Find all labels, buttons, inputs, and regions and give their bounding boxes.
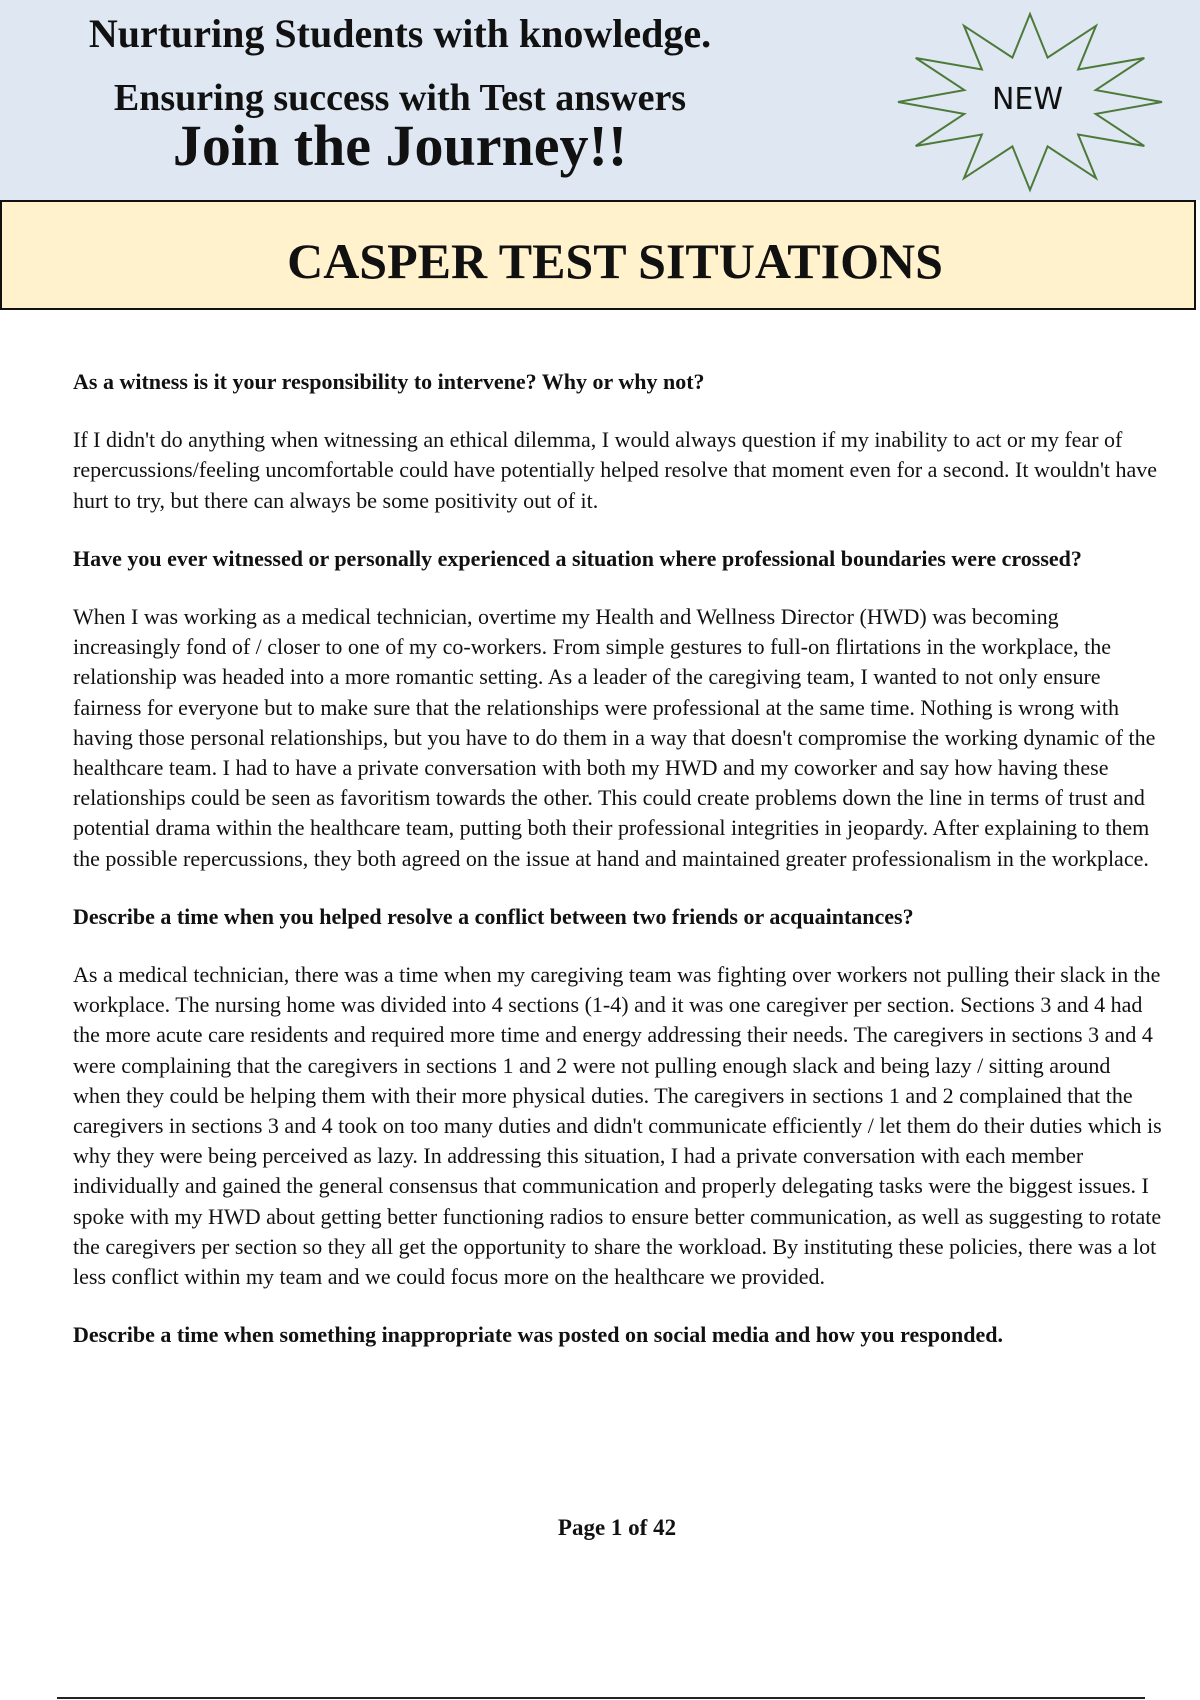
new-badge-label: NEW [991,82,1064,117]
answer-2: When I was working as a medical technician, overtime my Health and Wellness Director (HWD) was becoming increasingly fond of / closer to one of my co-workers. From simple gestures to full-on flirtations in the workplace, the relationship was headed into a more romantic setting. As a leader of the caregiving team, I wanted to not only ensure fairness for everyone but to make sure that the relationships were professional at the same time. Nothing is wrong with having those personal relationships, but you have to do them in a way that doesn't compromise the working dynamic of the healthcare team. I had to have a private conversation with both my HWD and my coworker and say how having these relationships could be seen as favoritism towards the other. This could create problems down the line in terms of trust and potential drama within the healthcare team, putting both their professional integrities in jeopardy. After explaining to them the possible repercussions, they both agreed on the issue at hand and maintained greater professionalism in the workplace. [73,604,1156,871]
header-tagline-3: Join the Journey!! [172,113,628,178]
qa-content [73,367,1163,1378]
question-1: As a witness is it your responsibility to intervene? Why or why not? [73,369,705,394]
page-number: Page 1 of 42 [557,1515,677,1540]
answer-1: If I didn't do anything when witnessing an ethical dilemma, I would always question if my inability to act or my fear of repercussions/feeling uncomfortable could have potentially helped resolve that moment even for a second. It wouldn't have hurt to try, but there can always be some positivity out of it. [73,427,1158,513]
question-2: Have you ever witnessed or personally experienced a situation where professional boundaries were crossed? [73,545,1082,571]
question-4: Describe a time when something inappropriate was posted on social media and how you responded. [73,1322,1003,1348]
header-tagline-2: Ensuring success with Test answers [113,77,687,119]
answer-3: As a medical technician, there was a time when my caregiving team was fighting over workers not pulling their slack in the workplace. The nursing home was divided into 4 sections (1-4) and it was one caregiver per section. Sections 3 and 4 had the more acute care residents and required more time and energy addressing their needs. The caregivers in sections 3 and 4 were complaining that the caregivers in sections 1 and 2 were not pulling enough slack and being lazy / sitting around when they could be helping them with their more physical duties. The caregivers in sections 1 and 2 complained that the caregivers in sections 3 and 4 took on too many duties and didn't communicate efficiently / let them do their duties which is why they were being perceived as lazy. In addressing this situation, I had a private conversation with each member individually and gained the general consensus that communication and properly delegating tasks were the biggest issues. I spoke with my HWD about getting better functioning radios to ensure better communication, as well as suggesting to rotate the caregivers per section so they all get the opportunity to share the workload. By instituting these policies, there was a lot less conflict within my team and we could focus more on the healthcare we provided. [73,962,1162,1290]
footer-divider [57,1697,1145,1699]
question-3: Describe a time when you helped resolve a conflict between two friends or acquaintances? [73,903,914,929]
header-tagline-1: Nurturing Students with knowledge. [88,11,712,56]
page-title: CASPER TEST SITUATIONS [287,233,943,289]
